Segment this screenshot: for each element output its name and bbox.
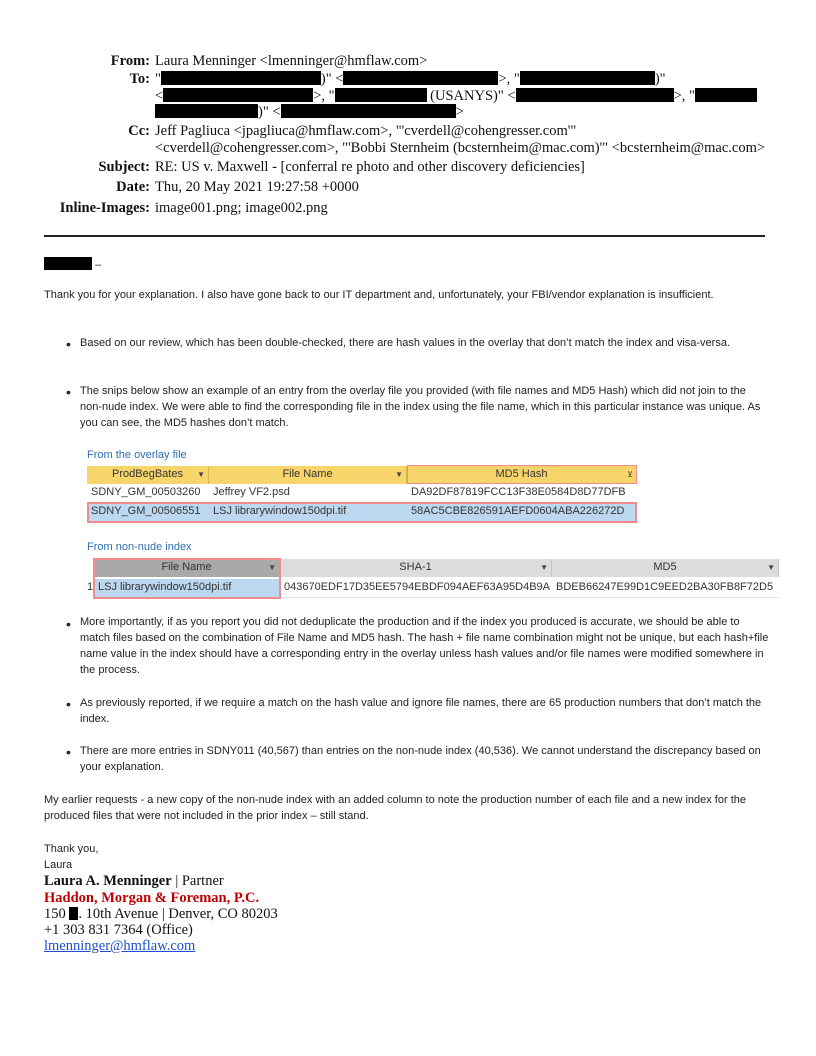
- bullet-1-text: Based on our review, which has been double-checked, there are hash values in the overlay that don’t match the index and visa-versa.: [80, 337, 730, 349]
- cc-line-2: <cverdell@cohengresser.com>, "'Bobbi Sternheim (bcsternheim@mac.com)'" <bcsternheim@mac.com>: [155, 140, 766, 156]
- index-caption: From non-nude index: [87, 541, 192, 553]
- table-cell[interactable]: DA92DF87819FCC13F38E0584D8D77DFB: [407, 484, 637, 503]
- highlight-box: [407, 465, 637, 484]
- bullet-dot: •: [66, 384, 71, 400]
- redaction-block: [520, 71, 655, 85]
- overlay-table: [87, 466, 637, 523]
- redaction-block: [695, 88, 757, 102]
- table-cell[interactable]: SDNY_GM_00503260: [87, 484, 209, 503]
- closing-thanks: Thank you,: [44, 843, 99, 855]
- signature-name-line: Laura A. Menninger | Partner: [44, 873, 224, 889]
- redaction-block: [44, 257, 92, 270]
- bullet-2-text: The snips below show an example of an entry from the overlay file you provided (with file names and MD5 Hash) which did not join to the non-nude index. We were able to find the corresponding file in the index using the file name, which in this particular instance was unique. As you can see, the MD5 hashes don’t match.: [80, 385, 761, 429]
- bullet-dot: •: [66, 616, 71, 632]
- table-cell[interactable]: 043670EDF17D35EE5794EBDF094AEF63A95D4B9A: [280, 579, 552, 598]
- to-line-1: " )" < >, " )": [155, 71, 666, 87]
- table-cell[interactable]: LSJ librarywindow150dpi.tif: [209, 503, 407, 522]
- redaction-block: [281, 104, 456, 118]
- to-line-3: )" < >: [155, 104, 464, 121]
- greeting: –: [44, 257, 101, 273]
- from-label: From:: [110, 53, 150, 69]
- column-header[interactable]: SHA-1 ▼: [280, 559, 552, 577]
- redaction-block: [516, 88, 674, 102]
- cc-label: Cc:: [128, 123, 150, 139]
- column-header[interactable]: MD5 Hash ⊻: [407, 466, 637, 484]
- table-cell[interactable]: Jeffrey VF2.psd: [209, 484, 407, 503]
- redaction-block: [163, 88, 313, 102]
- redaction-block: [161, 71, 321, 85]
- closing-name: Laura: [44, 859, 73, 871]
- index-table: [87, 559, 779, 599]
- signature-phone: +1 303 831 7364 (Office): [44, 922, 193, 938]
- redaction-block: [335, 88, 427, 102]
- bullet-3-text: More importantly, if as you report you did not deduplicate the production and if the index you produced is accurate, we should be able to match files based on the combination of File Name and MD5 hash. The hash + file name combination might not be unique, but each hash+file name value in the index should have a corresponding entry in the overlay unless hash values and/or file names were modified somewhere in the process.: [80, 616, 769, 676]
- highlight-box: [87, 502, 637, 523]
- table-cell[interactable]: SDNY_GM_00506551: [87, 503, 209, 522]
- bullet-5-text: There are more entries in SDNY011 (40,567) than entries on the non-nude index (40,536). We cannot understand the discrepancy based on your explanation.: [80, 745, 761, 773]
- column-header[interactable]: File Name ▼: [94, 559, 280, 577]
- signature-address: 150 . 10th Avenue | Denver, CO 80203: [44, 906, 278, 922]
- to-label: To:: [129, 71, 150, 87]
- bullet-dot: •: [66, 744, 71, 760]
- column-header[interactable]: File Name ▼: [209, 466, 407, 484]
- overlay-caption: From the overlay file: [87, 449, 187, 461]
- date-value: Thu, 20 May 2021 19:27:58 +0000: [155, 179, 359, 195]
- bullet-4-text: As previously reported, if we require a match on the hash value and ignore file names, there are 65 production numbers that don’t match the index.: [80, 697, 762, 725]
- bullet-dot: •: [66, 336, 71, 352]
- subject-value: RE: US v. Maxwell - [conferral re photo and other discovery deficiencies]: [155, 159, 585, 175]
- email-header: [0, 0, 816, 220]
- column-header[interactable]: ProdBegBates ▼: [87, 466, 209, 484]
- to-line-2: < >, " (USANYS)" < >, ": [155, 88, 757, 105]
- redaction-block: [343, 71, 498, 85]
- table-cell[interactable]: 58AC5CBE826591AEFD0604ABA226272D: [407, 503, 637, 522]
- row-number: 1: [87, 581, 94, 593]
- cc-line-1: Jeff Pagliuca <jpagliuca@hmflaw.com>, "'cverdell@cohengresser.com'": [155, 123, 577, 139]
- date-label: Date:: [116, 179, 150, 195]
- inline-images-label: Inline-Images:: [59, 200, 150, 216]
- table-cell[interactable]: LSJ librarywindow150dpi.tif: [94, 579, 280, 598]
- header-divider: [44, 235, 765, 237]
- table-cell[interactable]: BDEB66247E99D1C9EED2BA30FB8F72D5: [552, 579, 779, 598]
- bullet-dot: •: [66, 696, 71, 712]
- paragraph-intro: Thank you for your explanation. I also have gone back to our IT department and, unfortunately, your FBI/vendor explanation is insufficient.: [44, 289, 714, 301]
- from-value: Laura Menninger <lmenninger@hmflaw.com>: [155, 53, 428, 69]
- redaction-block: [155, 104, 258, 118]
- highlight-box: [93, 558, 281, 599]
- signature-firm: Haddon, Morgan & Foreman, P.C.: [44, 890, 260, 906]
- subject-label: Subject:: [98, 159, 150, 175]
- column-header[interactable]: MD5 ▼: [552, 559, 779, 577]
- filter-icon: ⊻: [627, 470, 633, 479]
- paragraph-requests: My earlier requests - a new copy of the non-nude index with an added column to note the production number of each file and a new index for the produced files that were not included in the prior index – still stand.: [44, 794, 746, 822]
- signature-email-link[interactable]: lmenninger@hmflaw.com: [44, 938, 196, 954]
- inline-images-value: image001.png; image002.png: [155, 200, 328, 216]
